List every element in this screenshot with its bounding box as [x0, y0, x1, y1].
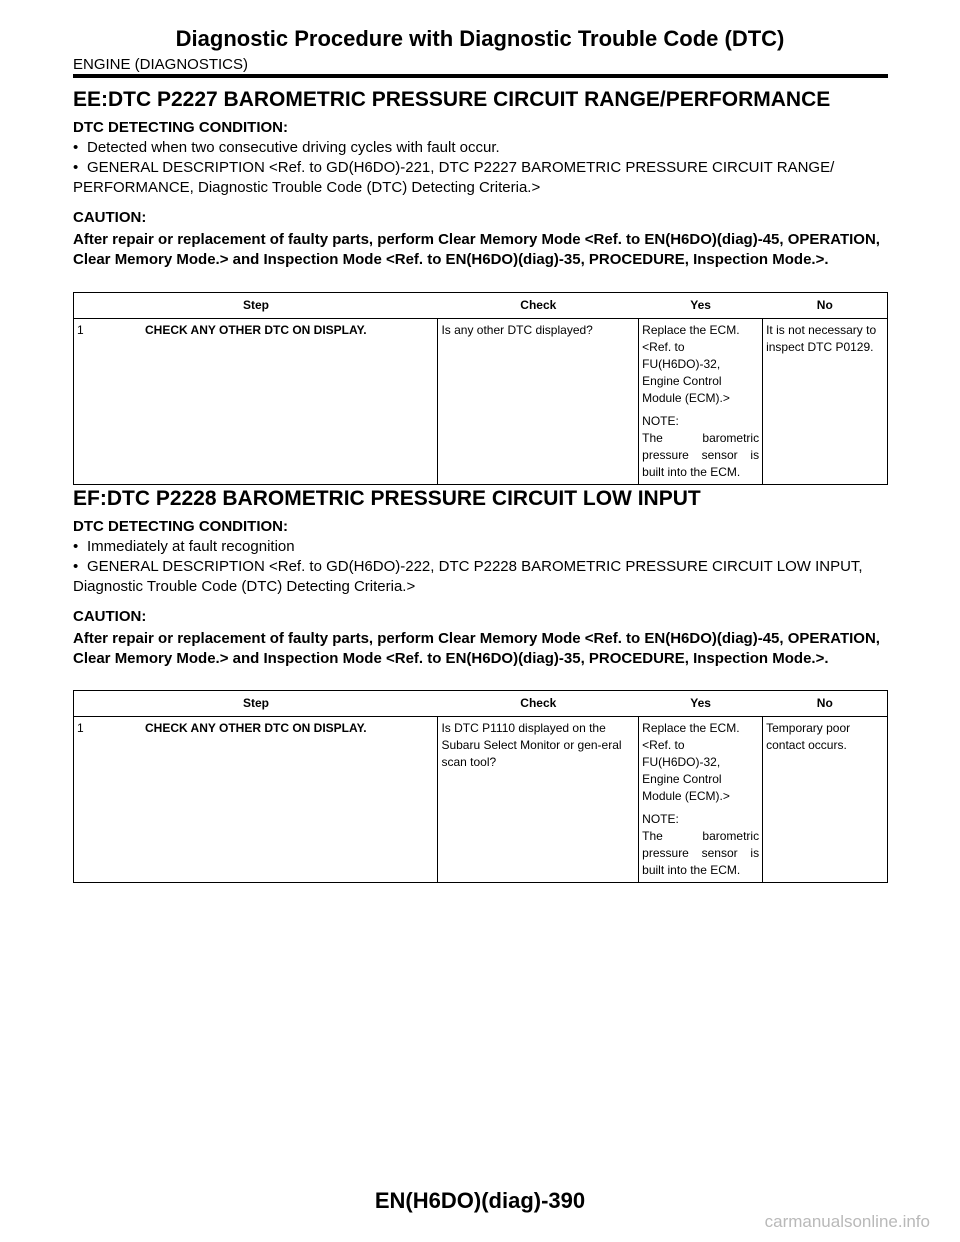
- condition-bullet: • Immediately at fault recognition: [73, 538, 295, 555]
- condition-label: DTC DETECTING CONDITION:: [73, 119, 288, 136]
- table-header-row: [74, 691, 888, 717]
- column-header-no: No: [763, 691, 888, 717]
- no-cell: Temporary poor contact occurs.: [763, 717, 888, 883]
- table-row: [74, 717, 888, 883]
- yes-cell: [639, 319, 763, 485]
- section-p2227: [73, 88, 888, 270]
- column-header-step: Step: [74, 691, 438, 717]
- procedure-table-p2228: [73, 690, 888, 883]
- yes-cell: [639, 717, 763, 883]
- column-header-yes: Yes: [639, 293, 763, 319]
- column-header-no: No: [763, 293, 888, 319]
- header-divider: [73, 74, 888, 78]
- condition-bullet: • GENERAL DESCRIPTION <Ref. to GD(H6DO)-221, DTC P2227 BAROMETRIC PRESSURE CIRCUIT RANGE/ PERFORMANCE, Diagnostic Trouble Code (DTC) Detecting Criteria.>: [73, 159, 835, 196]
- table-header-row: [74, 293, 888, 319]
- step-cell: [74, 319, 438, 485]
- column-header-yes: Yes: [639, 691, 763, 717]
- condition-bullet: • Detected when two consecutive driving cycles with fault occur.: [73, 139, 500, 156]
- caution-text: After repair or replacement of faulty parts, perform Clear Memory Mode <Ref. to EN(H6DO)(diag)-45, OPERATION, Clear Memory Mode.> and Inspection Mode <Ref. to EN(H6DO)(diag)-35, PROCEDURE, Inspection Mode.>.: [73, 231, 880, 268]
- section-p2228: [73, 487, 888, 669]
- condition-bullet: • GENERAL DESCRIPTION <Ref. to GD(H6DO)-222, DTC P2228 BAROMETRIC PRESSURE CIRCUIT LOW INPUT, Diagnostic Trouble Code (DTC) Detecting Criteria.>: [73, 558, 863, 595]
- caution-text: After repair or replacement of faulty parts, perform Clear Memory Mode <Ref. to EN(H6DO)(diag)-45, OPERATION, Clear Memory Mode.> and Inspection Mode <Ref. to EN(H6DO)(diag)-35, PROCEDURE, Inspection Mode.>.: [73, 630, 880, 667]
- check-cell: Is DTC P1110 displayed on the Subaru Select Monitor or gen-eral scan tool?: [438, 717, 639, 883]
- yes-action: Replace the ECM. <Ref. to FU(H6DO)-32, Engine Control Module (ECM).>: [642, 323, 740, 405]
- note-label: NOTE:: [642, 414, 679, 428]
- section-title: EE:DTC P2227 BAROMETRIC PRESSURE CIRCUIT RANGE/PERFORMANCE: [73, 88, 831, 111]
- step-title: CHECK ANY OTHER DTC ON DISPLAY.: [145, 323, 367, 337]
- page-header-title: Diagnostic Procedure with Diagnostic Trouble Code (DTC): [175, 26, 785, 51]
- note-text: The barometric pressure sensor is built into the ECM.: [642, 829, 760, 877]
- step-number: 1: [77, 721, 84, 735]
- column-header-step: Step: [74, 293, 438, 319]
- page-header-subtitle: ENGINE (DIAGNOSTICS): [73, 56, 249, 73]
- procedure-table-p2227: [73, 292, 888, 485]
- no-cell: It is not necessary to inspect DTC P0129.: [763, 319, 888, 485]
- note-label: NOTE:: [642, 812, 679, 826]
- yes-action: Replace the ECM. <Ref. to FU(H6DO)-32, Engine Control Module (ECM).>: [642, 721, 740, 803]
- check-cell: Is any other DTC displayed?: [438, 319, 639, 485]
- caution-label: CAUTION:: [73, 209, 147, 226]
- page-number: EN(H6DO)(diag)-390: [374, 1188, 586, 1213]
- table-row: [74, 319, 888, 485]
- step-cell: [74, 717, 438, 883]
- section-title: EF:DTC P2228 BAROMETRIC PRESSURE CIRCUIT LOW INPUT: [73, 487, 701, 510]
- caution-label: CAUTION:: [73, 608, 147, 625]
- step-number: 1: [77, 323, 84, 337]
- step-title: CHECK ANY OTHER DTC ON DISPLAY.: [145, 721, 367, 735]
- column-header-check: Check: [438, 691, 639, 717]
- condition-label: DTC DETECTING CONDITION:: [73, 518, 288, 535]
- note-text: The barometric pressure sensor is built into the ECM.: [642, 431, 760, 479]
- watermark: carmanualsonline.info: [764, 1212, 930, 1231]
- column-header-check: Check: [438, 293, 639, 319]
